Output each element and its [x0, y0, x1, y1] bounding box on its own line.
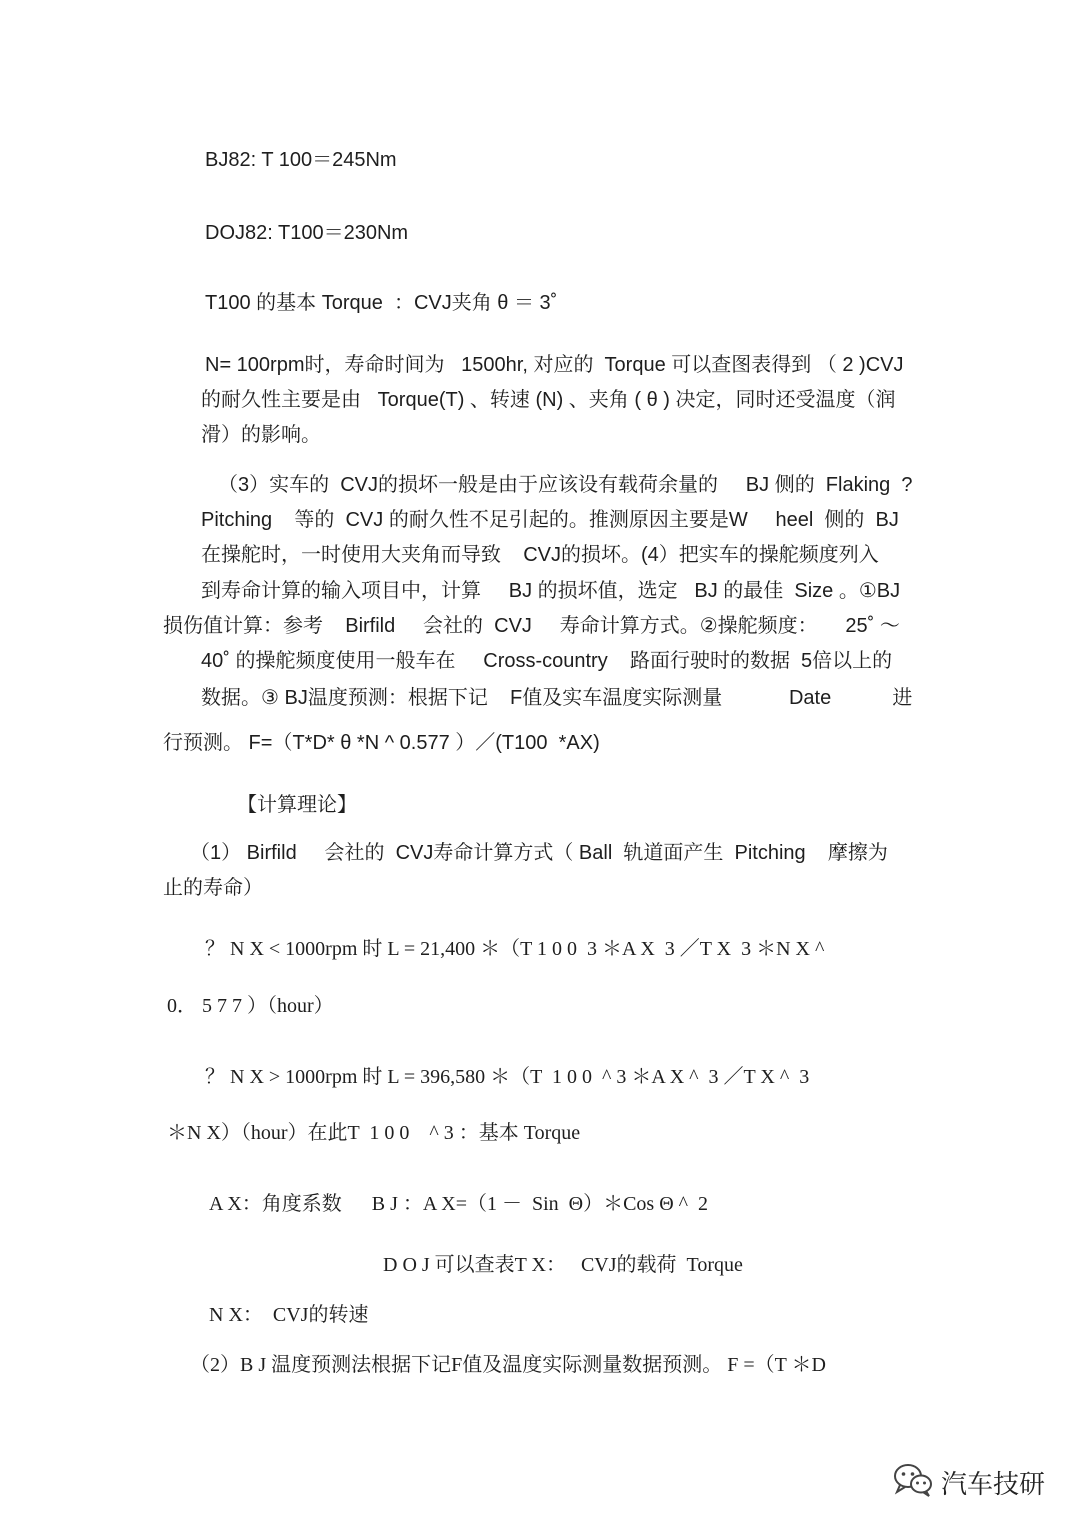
formula-line: ？ N X > 1000rpm 时 L = 396,580 ＊（T 1 0 0 ^ 3 ＊A X ^ 3 ／T X ^ 3: [205, 1066, 810, 1088]
formula-line: N X： CVJ的转速: [209, 1304, 369, 1326]
text-line: 滑）的影响。: [201, 424, 321, 446]
text-line: （1） Birfild 会社的 CVJ寿命计算方式（ Ball 轨道面产生 Pitching 摩擦为: [190, 842, 888, 864]
formula-line: A X：角度系数 B J ：A X=（1 － Sin Θ）＊Cos Θ ^ 2: [209, 1193, 709, 1215]
section-heading: 【计算理论】: [237, 794, 357, 816]
text-line: Pitching 等的 CVJ 的耐久性不足引起的。推测原因主要是W heel 侧的 BJ: [201, 509, 899, 531]
text-line: 损伤值计算：参考 Birfild 会社的 CVJ 寿命计算方式。②操舵频度： 25˚ ～: [163, 615, 900, 637]
watermark-text: 汽车技研: [941, 1469, 1046, 1500]
text-line: 的耐久性主要是由 Torque(T) 、转速 (N) 、夹角 ( θ ) 决定，同时还受温度（润: [201, 389, 896, 411]
text-line: DOJ82: T100＝230Nm: [205, 222, 409, 244]
text-line: 数据。③ BJ温度预测：根据下记 F值及实车温度实际测量 Date 进: [201, 687, 913, 709]
text-line: （3）实车的 CVJ的损坏一般是由于应该设有载荷余量的 BJ 侧的 Flaking ?: [218, 474, 913, 496]
formula-line: D O J 可以查表T X： CVJ的载荷 Torque: [383, 1254, 743, 1276]
wechat-icon: [893, 1463, 933, 1502]
formula-line: ＊N X）（hour）在此T 1 0 0 ^ 3 ：基本 Torque: [167, 1122, 581, 1144]
text-line: T100 的基本 Torque ：CVJ夹角 θ ＝ 3˚: [205, 292, 558, 314]
text-line: 止的寿命）: [163, 877, 263, 899]
formula-line: 0． 5 7 7 ）（hour）: [167, 995, 334, 1017]
formula-line: （2）B J 温度预测法根据下记F值及温度实际测量数据预测。 F =（T ＊D: [190, 1354, 826, 1376]
text-line: BJ82: T 100＝245Nm: [205, 149, 397, 171]
watermark: [893, 1462, 1045, 1502]
text-line: N= 100rpm时，寿命时间为 1500hr, 对应的 Torque 可以查图表得到 （ 2 )CVJ: [205, 354, 904, 376]
text-line: 40˚ 的操舵频度使用一般车在 Cross-country 路面行驶时的数据 5倍以上的: [201, 650, 893, 672]
text-line: 在操舵时，一时使用大夹角而导致 CVJ的损坏。(4）把实车的操舵频度列入: [201, 544, 879, 566]
text-line: 行预测。 F=（T*D* θ *N ^ 0.577 ）／(T100 *AX): [163, 732, 600, 754]
text-line: 到寿命计算的输入项目中，计算 BJ 的损坏值，选定 BJ 的最佳 Size 。①BJ: [201, 580, 901, 602]
formula-line: ？ N X < 1000rpm 时 L = 21,400 ＊（T 1 0 0 3 ＊A X 3 ／T X 3 ＊N X ^: [205, 938, 825, 960]
